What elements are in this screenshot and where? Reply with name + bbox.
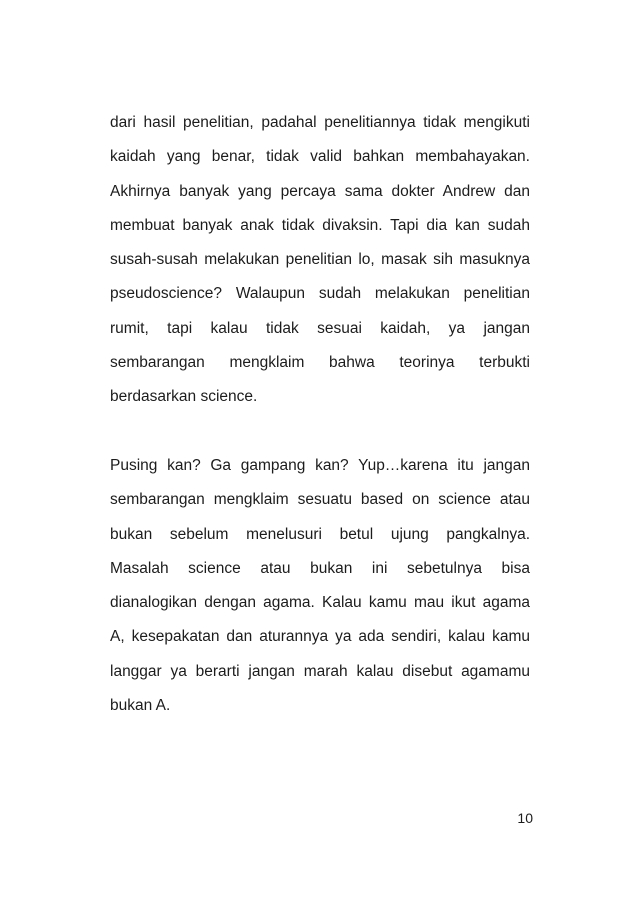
- text-line: A, kesepakatan dan aturannya ya ada sendiri, kalau kamu: [110, 628, 530, 646]
- paragraph-1: [110, 106, 530, 415]
- text-line: langgar ya berarti jangan marah kalau disebut agamamu: [110, 662, 530, 680]
- text-line: bukan A.: [110, 697, 171, 715]
- text-line: bukan sebelum menelusuri betul ujung pangkalnya.: [110, 525, 530, 543]
- page-number: 10: [517, 810, 533, 826]
- text-line: Pusing kan? Ga gampang kan? Yup…karena itu jangan: [110, 457, 530, 474]
- text-line: rumit, tapi kalau tidak sesuai kaidah, ya jangan: [110, 319, 530, 337]
- text-line: sembarangan mengklaim sesuatu based on science atau: [110, 491, 530, 509]
- text-line: kaidah yang benar, tidak valid bahkan membahayakan.: [110, 148, 530, 166]
- text-line: membuat banyak anak tidak divaksin. Tapi dia kan sudah: [110, 216, 530, 234]
- text-line: pseudoscience? Walaupun sudah melakukan penelitian: [110, 285, 530, 303]
- text-line: susah-susah melakukan penelitian lo, masak sih masuknya: [110, 251, 530, 269]
- text-line: sembarangan mengklaim bahwa teorinya terbukti: [110, 354, 530, 372]
- text-line: Masalah science atau bukan ini sebetulnya bisa: [110, 559, 530, 577]
- paragraph-2: [110, 449, 530, 723]
- text-line: dari hasil penelitian, padahal penelitiannya tidak mengikuti: [110, 114, 530, 131]
- text-line: Akhirnya banyak yang percaya sama dokter Andrew dan: [110, 182, 530, 200]
- text-line: dianalogikan dengan agama. Kalau kamu mau ikut agama: [110, 594, 530, 612]
- text-line: berdasarkan science.: [110, 388, 258, 406]
